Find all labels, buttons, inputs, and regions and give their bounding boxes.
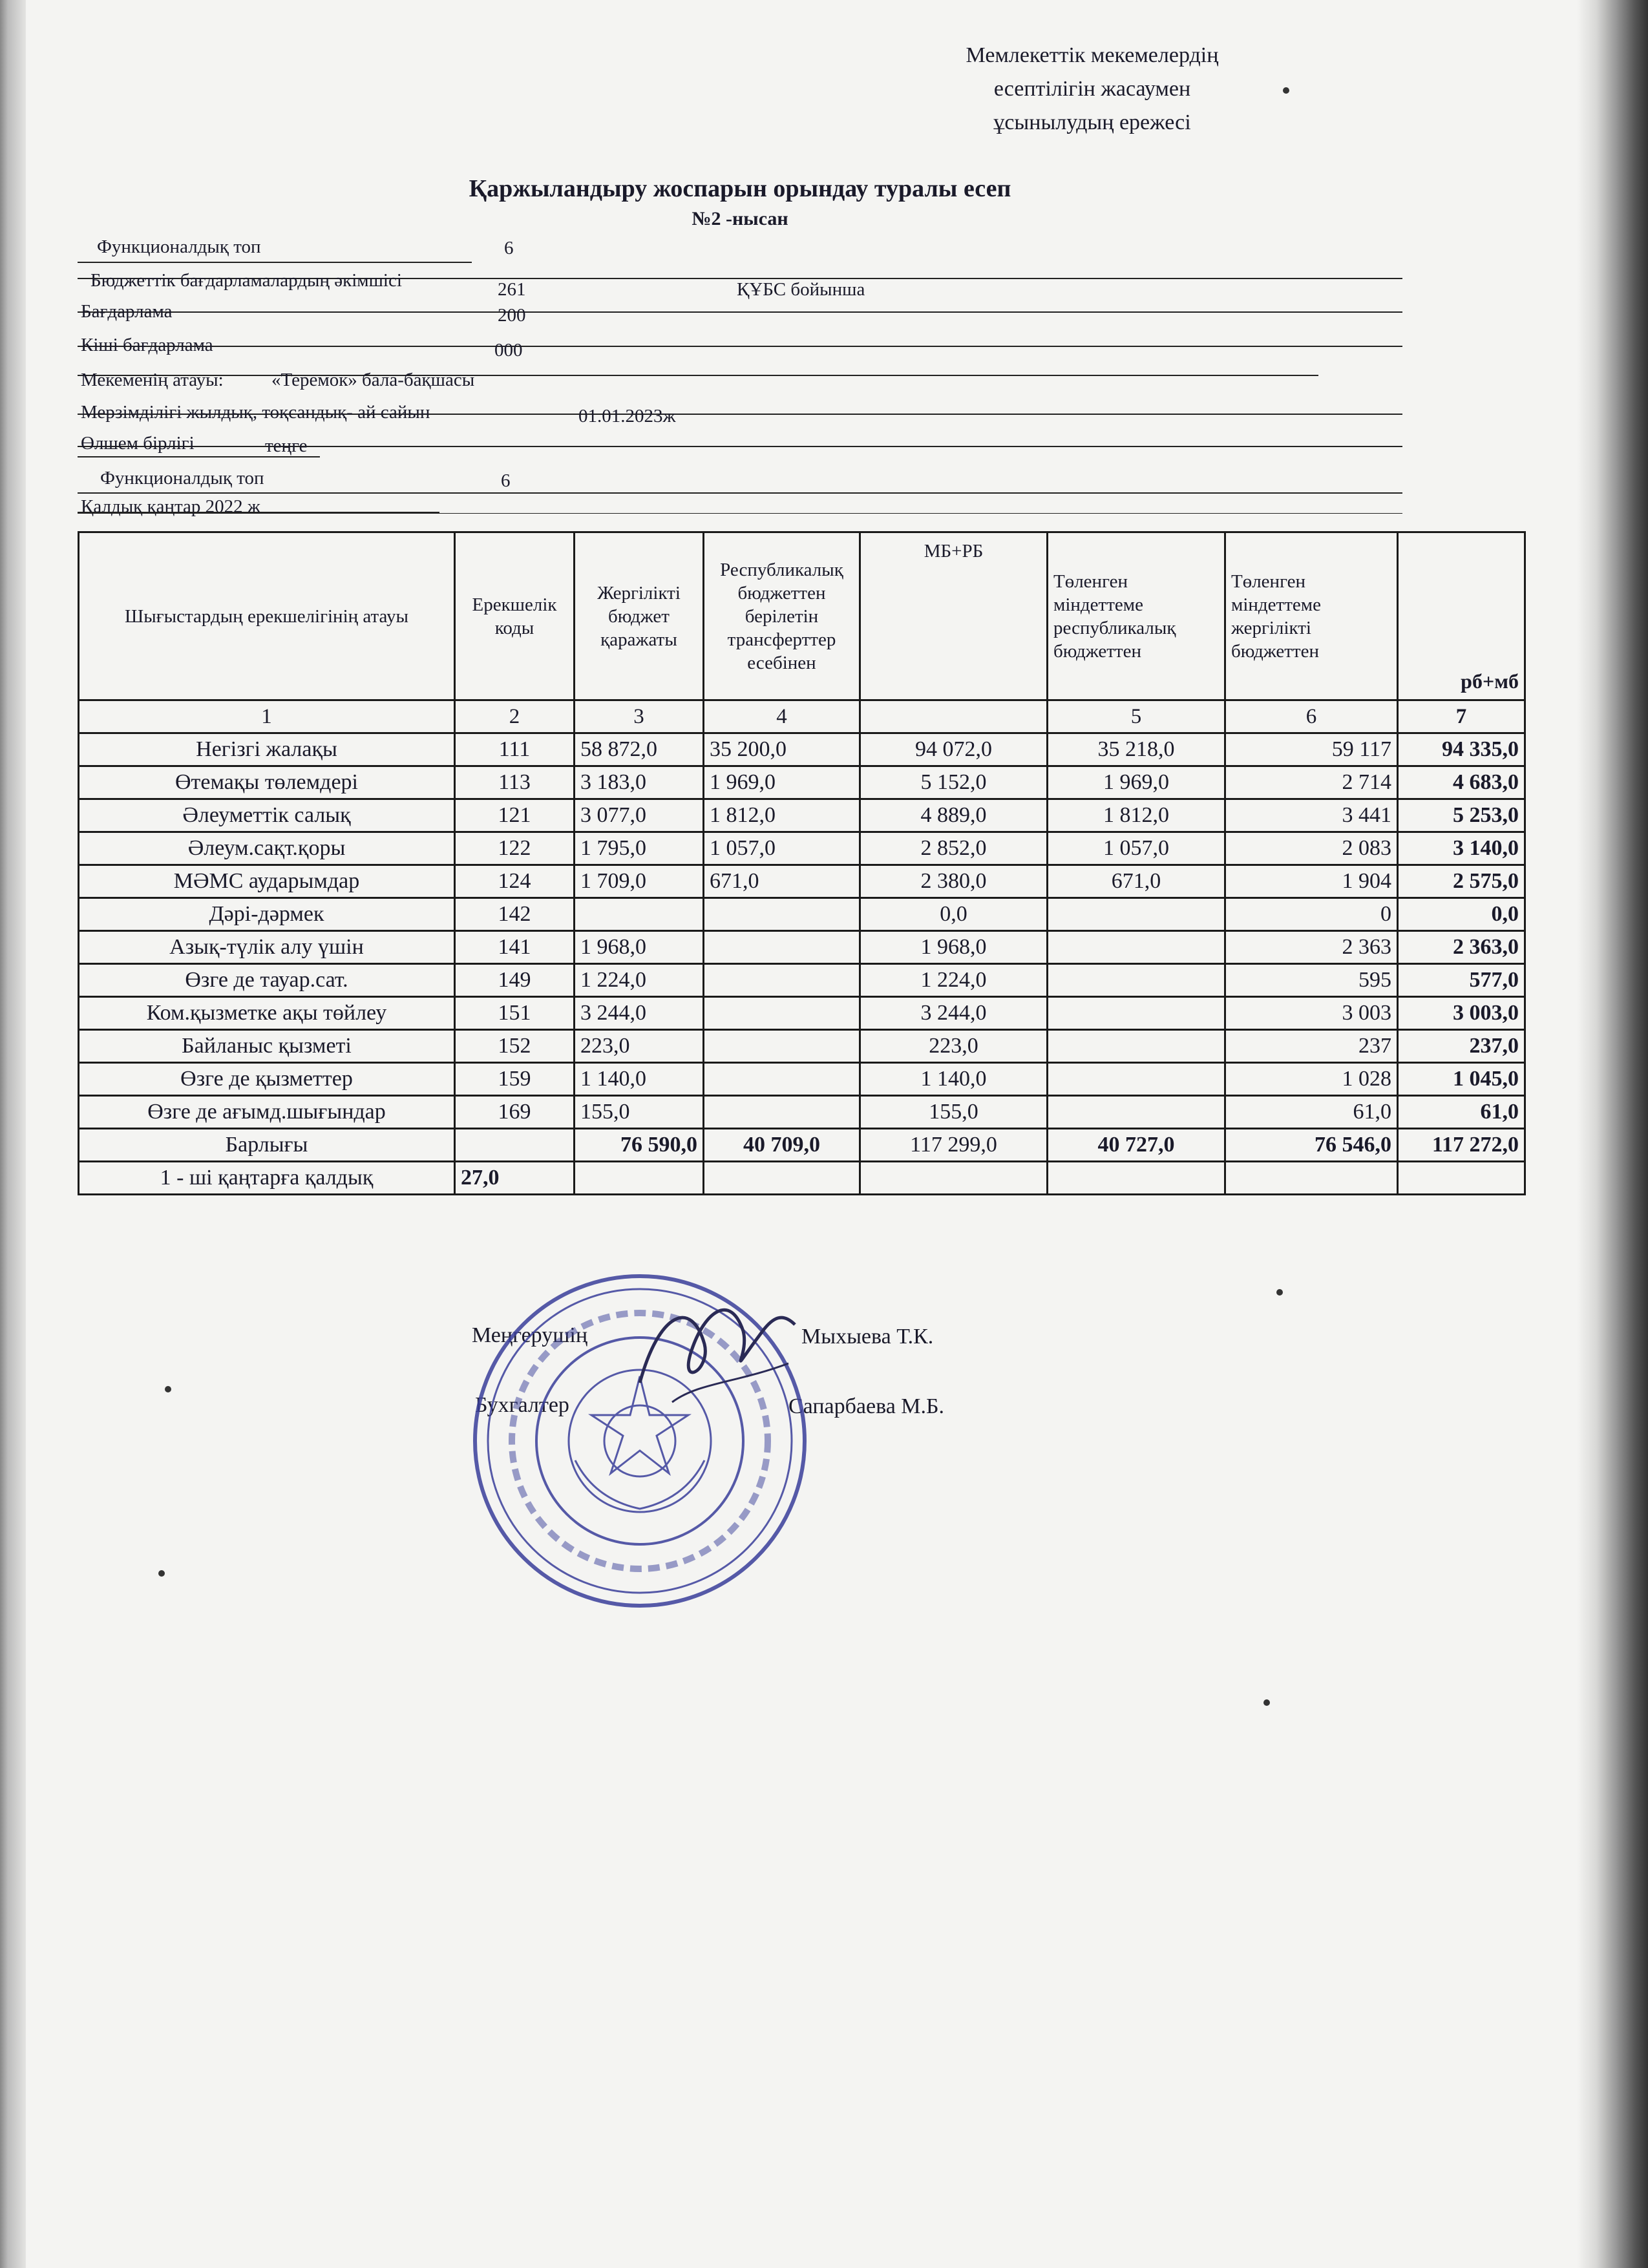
periodicity-label: Мерзімділігі жылдық, тоқсандық- ай сайын <box>81 402 430 423</box>
row-republic <box>704 931 860 964</box>
row-local: 155,0 <box>575 1096 704 1129</box>
row-paid-republic <box>1048 1030 1225 1063</box>
head-label: Меңгерушің <box>472 1323 588 1347</box>
row-paid-local: 2 083 <box>1225 832 1398 865</box>
row-paid-local: 0 <box>1225 898 1398 931</box>
row-mbrb: 1 224,0 <box>860 964 1048 997</box>
rule <box>78 513 1402 514</box>
total-paid-local: 76 546,0 <box>1225 1129 1398 1162</box>
row-name: Негізгі жалақы <box>79 733 455 766</box>
row-local: 1 795,0 <box>575 832 704 865</box>
table-row <box>79 931 1525 964</box>
row-paid-republic <box>1048 1063 1225 1096</box>
row-local <box>575 898 704 931</box>
total-mbrb: 117 299,0 <box>860 1129 1048 1162</box>
row-paid-local: 3 441 <box>1225 799 1398 832</box>
table-row <box>79 832 1525 865</box>
accountant-name: Сапарбаева М.Б. <box>788 1394 945 1418</box>
row-mbrb: 3 244,0 <box>860 997 1048 1030</box>
row-total: 1 045,0 <box>1398 1063 1525 1096</box>
table-row <box>79 964 1525 997</box>
row-name: Азық-түлік алу үшін <box>79 931 455 964</box>
rule <box>78 375 1318 376</box>
admin-label: Бюджеттік бағдарламалардың әкімшісі <box>90 270 402 291</box>
col-header-total: рб+мб <box>1398 532 1525 700</box>
table-row <box>79 799 1525 832</box>
functional-group-label: Функционалдық топ <box>97 236 261 257</box>
col-header-paid-republic: Төленген міндеттеме республикалық бюджеттен <box>1048 532 1225 700</box>
subprogram-label: Кіші бағдарлама <box>81 335 213 355</box>
scan-speck <box>165 1386 171 1392</box>
row-paid-republic <box>1048 997 1225 1030</box>
row-paid-local: 1 028 <box>1225 1063 1398 1096</box>
col-header-name: Шығыстардың ерекшелігінің атауы <box>79 532 455 700</box>
row-local: 3 183,0 <box>575 766 704 799</box>
table-row <box>79 997 1525 1030</box>
row-republic: 1 969,0 <box>704 766 860 799</box>
row-code: 113 <box>455 766 575 799</box>
unit-label: Өлшем бірлігі <box>81 433 195 454</box>
row-total: 3 003,0 <box>1398 997 1525 1030</box>
col-header-paid-local: Төленген міндеттеме жергілікті бюджеттен <box>1225 532 1398 700</box>
scan-speck <box>1276 1289 1283 1296</box>
row-name: Өзге де тауар.сат. <box>79 964 455 997</box>
regulation-note <box>905 39 1280 140</box>
row-name: Ком.қызметке ақы төйлеу <box>79 997 455 1030</box>
empty-cell <box>704 1162 860 1195</box>
functional-group-value: 6 <box>504 238 514 258</box>
row-local: 58 872,0 <box>575 733 704 766</box>
row-paid-republic <box>1048 1096 1225 1129</box>
row-local: 3 077,0 <box>575 799 704 832</box>
row-mbrb: 155,0 <box>860 1096 1048 1129</box>
form-number: №2 -нысан <box>692 208 788 229</box>
row-code: 124 <box>455 865 575 898</box>
row-total: 3 140,0 <box>1398 832 1525 865</box>
total-total: 117 272,0 <box>1398 1129 1525 1162</box>
col-number <box>860 700 1048 733</box>
empty-cell <box>1048 1162 1225 1195</box>
empty-cell <box>575 1162 704 1195</box>
col-number: 7 <box>1398 700 1525 733</box>
scan-speck <box>158 1570 165 1577</box>
table-header-row <box>79 532 1525 700</box>
head-name: Мыхыева Т.К. <box>801 1325 934 1349</box>
periodicity-value: 01.01.2023ж <box>578 406 676 426</box>
row-code: 141 <box>455 931 575 964</box>
total-label: Барлығы <box>79 1129 455 1162</box>
row-paid-republic: 1 812,0 <box>1048 799 1225 832</box>
total-republic: 40 709,0 <box>704 1129 860 1162</box>
row-paid-local: 2 363 <box>1225 931 1398 964</box>
regulation-line-3: ұсынылудың ережесі <box>993 110 1191 134</box>
row-paid-republic <box>1048 964 1225 997</box>
row-total: 94 335,0 <box>1398 733 1525 766</box>
row-paid-local: 61,0 <box>1225 1096 1398 1129</box>
total-local: 76 590,0 <box>575 1129 704 1162</box>
row-republic <box>704 1096 860 1129</box>
accountant-label: Бухгалтер <box>475 1393 569 1417</box>
row-republic: 35 200,0 <box>704 733 860 766</box>
row-code: 151 <box>455 997 575 1030</box>
table-row <box>79 766 1525 799</box>
col-header-republic: Республикалық бюджеттен берілетін трансферттер есебінен <box>704 532 860 700</box>
program-value: 200 <box>498 305 526 326</box>
kubs-label: ҚҰБС бойынша <box>737 279 865 300</box>
row-mbrb: 0,0 <box>860 898 1048 931</box>
col-number: 3 <box>575 700 704 733</box>
total-paid-republic: 40 727,0 <box>1048 1129 1225 1162</box>
rule <box>78 311 1402 313</box>
row-total: 2 575,0 <box>1398 865 1525 898</box>
regulation-line-1: Мемлекеттік мекемелердің <box>966 43 1219 67</box>
row-republic: 1 057,0 <box>704 832 860 865</box>
row-name: Өзге де қызметтер <box>79 1063 455 1096</box>
row-local: 1 968,0 <box>575 931 704 964</box>
row-total: 237,0 <box>1398 1030 1525 1063</box>
unit-value: теңге <box>265 436 308 456</box>
row-paid-local: 595 <box>1225 964 1398 997</box>
row-paid-local: 237 <box>1225 1030 1398 1063</box>
row-name: Дәрі-дәрмек <box>79 898 455 931</box>
row-name: Өтемақы төлемдері <box>79 766 455 799</box>
row-paid-local: 59 117 <box>1225 733 1398 766</box>
functional-group2-value: 6 <box>501 470 511 491</box>
scan-edge-right <box>1577 0 1648 2268</box>
row-code: 169 <box>455 1096 575 1129</box>
subprogram-value: 000 <box>494 340 523 361</box>
row-code: 149 <box>455 964 575 997</box>
rule <box>78 456 320 457</box>
row-mbrb: 5 152,0 <box>860 766 1048 799</box>
scan-edge-left <box>0 0 26 2268</box>
total-row <box>79 1129 1525 1162</box>
row-name: Әлеуметтік салық <box>79 799 455 832</box>
row-mbrb: 2 852,0 <box>860 832 1048 865</box>
row-code: 121 <box>455 799 575 832</box>
row-total: 5 253,0 <box>1398 799 1525 832</box>
col-number: 5 <box>1048 700 1225 733</box>
table-row <box>79 865 1525 898</box>
row-mbrb: 1 140,0 <box>860 1063 1048 1096</box>
row-paid-local: 2 714 <box>1225 766 1398 799</box>
row-code: 122 <box>455 832 575 865</box>
col-number: 1 <box>79 700 455 733</box>
admin-value: 261 <box>498 279 526 300</box>
row-paid-republic: 671,0 <box>1048 865 1225 898</box>
regulation-line-2: есептілігін жасаумен <box>993 77 1191 101</box>
row-name: Әлеум.сақт.қоры <box>79 832 455 865</box>
signature-icon <box>633 1286 801 1415</box>
row-republic <box>704 964 860 997</box>
scan-speck <box>1263 1699 1270 1706</box>
row-republic <box>704 898 860 931</box>
col-header-mbrb: МБ+РБ <box>860 532 1048 700</box>
row-mbrb: 1 968,0 <box>860 931 1048 964</box>
col-number: 2 <box>455 700 575 733</box>
rule <box>78 346 1402 347</box>
row-paid-republic <box>1048 931 1225 964</box>
row-republic <box>704 997 860 1030</box>
balance-row-label: 1 - ші қаңтарға қалдық <box>79 1162 455 1195</box>
row-name: Өзге де ағымд.шығындар <box>79 1096 455 1129</box>
empty-cell <box>1398 1162 1525 1195</box>
row-total: 4 683,0 <box>1398 766 1525 799</box>
row-local: 1 224,0 <box>575 964 704 997</box>
col-header-code: Ерекшелік коды <box>455 532 575 700</box>
row-paid-republic: 35 218,0 <box>1048 733 1225 766</box>
empty-cell <box>1225 1162 1398 1195</box>
row-code: 152 <box>455 1030 575 1063</box>
row-republic: 671,0 <box>704 865 860 898</box>
row-republic: 1 812,0 <box>704 799 860 832</box>
col-number: 6 <box>1225 700 1398 733</box>
table-row <box>79 733 1525 766</box>
row-paid-local: 1 904 <box>1225 865 1398 898</box>
row-mbrb: 2 380,0 <box>860 865 1048 898</box>
balance-row-value: 27,0 <box>455 1162 575 1195</box>
table-row <box>79 898 1525 931</box>
report-title: Қаржыландыру жоспарын орындау туралы есеп <box>469 175 1011 202</box>
financing-table <box>78 531 1526 1195</box>
institution-value: «Теремок» бала-бақшасы <box>271 370 475 390</box>
row-republic <box>704 1063 860 1096</box>
row-code: 159 <box>455 1063 575 1096</box>
functional-group2-label: Функционалдық топ <box>100 468 264 488</box>
row-name: Байланыс қызметі <box>79 1030 455 1063</box>
row-total: 577,0 <box>1398 964 1525 997</box>
row-mbrb: 94 072,0 <box>860 733 1048 766</box>
row-republic <box>704 1030 860 1063</box>
empty-cell <box>860 1162 1048 1195</box>
scan-speck <box>1283 87 1289 94</box>
table-row <box>79 1030 1525 1063</box>
row-mbrb: 4 889,0 <box>860 799 1048 832</box>
row-total: 0,0 <box>1398 898 1525 931</box>
row-local: 1 709,0 <box>575 865 704 898</box>
row-total: 2 363,0 <box>1398 931 1525 964</box>
row-code: 142 <box>455 898 575 931</box>
table-row <box>79 1063 1525 1096</box>
balance-row <box>79 1162 1525 1195</box>
col-header-local: Жергілікті бюджет қаражаты <box>575 532 704 700</box>
row-paid-republic <box>1048 898 1225 931</box>
rule <box>78 262 472 263</box>
row-mbrb: 223,0 <box>860 1030 1048 1063</box>
row-paid-republic: 1 969,0 <box>1048 766 1225 799</box>
row-total: 61,0 <box>1398 1096 1525 1129</box>
col-number: 4 <box>704 700 860 733</box>
balance-label: Қалдық қаңтар 2022 ж <box>81 496 260 517</box>
total-code <box>455 1129 575 1162</box>
row-local: 3 244,0 <box>575 997 704 1030</box>
row-paid-local: 3 003 <box>1225 997 1398 1030</box>
rule <box>78 492 1402 494</box>
column-number-row <box>79 700 1525 733</box>
row-paid-republic: 1 057,0 <box>1048 832 1225 865</box>
row-local: 223,0 <box>575 1030 704 1063</box>
row-name: МӘМС аударымдар <box>79 865 455 898</box>
institution-label: Мекеменің атауы: <box>81 370 224 390</box>
row-code: 111 <box>455 733 575 766</box>
table-row <box>79 1096 1525 1129</box>
row-local: 1 140,0 <box>575 1063 704 1096</box>
program-label: Бағдарлама <box>81 301 173 322</box>
